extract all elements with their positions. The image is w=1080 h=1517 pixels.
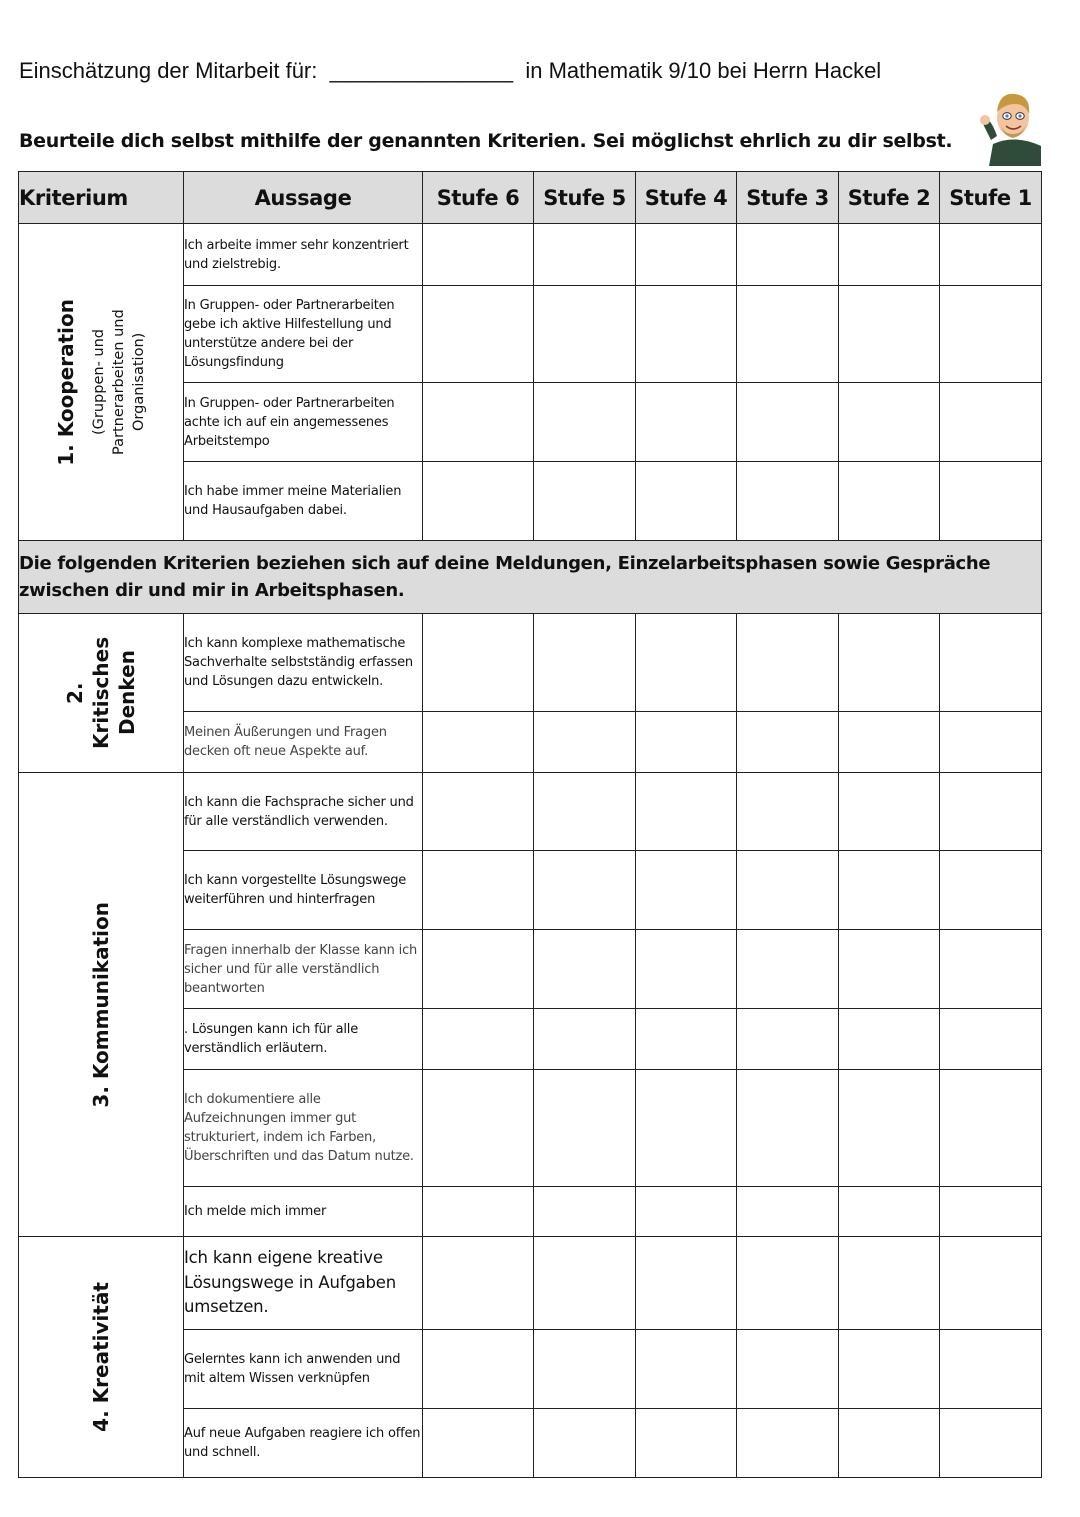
rating-cell-stufe-5[interactable]: [534, 930, 636, 1009]
rating-cell-stufe-6[interactable]: [423, 930, 534, 1009]
statement: Ich kann vorgestellte Lösungswege weiterführen und hinterfragen: [184, 851, 423, 930]
rating-cell-stufe-3[interactable]: [737, 851, 839, 930]
rating-cell-stufe-6[interactable]: [423, 1330, 534, 1409]
rating-cell-stufe-4[interactable]: [636, 1009, 737, 1070]
rating-cell-stufe-1[interactable]: [940, 462, 1042, 541]
rating-cell-stufe-3[interactable]: [737, 383, 839, 462]
rating-cell-stufe-2[interactable]: [839, 1009, 940, 1070]
statement: Ich kann komplexe mathematische Sachverhalte selbstständig erfassen und Lösungen dazu entwickeln.: [184, 614, 423, 712]
rating-cell-stufe-1[interactable]: [940, 712, 1042, 773]
criterion-subtitle: (Gruppen- und Partnerarbeiten und Organisation): [91, 309, 147, 455]
rating-cell-stufe-4[interactable]: [636, 224, 737, 286]
criterion-kreativitaet: [19, 1237, 184, 1478]
rating-cell-stufe-3[interactable]: [737, 1237, 839, 1330]
rating-cell-stufe-1[interactable]: [940, 614, 1042, 712]
rating-cell-stufe-3[interactable]: [737, 224, 839, 286]
table-row: [19, 773, 1042, 851]
statement: Ich kann die Fachsprache sicher und für alle verständlich verwenden.: [184, 773, 423, 851]
criterion-title: 1. Kooperation: [54, 298, 78, 466]
rating-cell-stufe-5[interactable]: [534, 1070, 636, 1187]
rating-cell-stufe-5[interactable]: [534, 1237, 636, 1330]
rating-cell-stufe-2[interactable]: [839, 712, 940, 773]
rating-cell-stufe-2[interactable]: [839, 1070, 940, 1187]
rating-cell-stufe-1[interactable]: [940, 773, 1042, 851]
rating-cell-stufe-3[interactable]: [737, 1409, 839, 1478]
rating-cell-stufe-1[interactable]: [940, 1330, 1042, 1409]
rating-cell-stufe-6[interactable]: [423, 224, 534, 286]
statement: Ich dokumentiere alle Aufzeichnungen immer gut strukturiert, indem ich Farben, Überschriften und das Datum nutze.: [184, 1070, 423, 1187]
rating-cell-stufe-5[interactable]: [534, 851, 636, 930]
rating-cell-stufe-2[interactable]: [839, 614, 940, 712]
table-row: [19, 614, 1042, 712]
rating-cell-stufe-5[interactable]: [534, 1330, 636, 1409]
banner-row: [19, 541, 1042, 614]
statement: Ich habe immer meine Materialien und Hausaufgaben dabei.: [184, 462, 423, 541]
header-aussage: Aussage: [184, 172, 423, 224]
rating-cell-stufe-5[interactable]: [534, 1409, 636, 1478]
rating-cell-stufe-3[interactable]: [737, 1187, 839, 1237]
rating-cell-stufe-2[interactable]: [839, 930, 940, 1009]
statement: Meinen Äußerungen und Fragen decken oft neue Aspekte auf.: [184, 712, 423, 773]
rating-cell-stufe-5[interactable]: [534, 1009, 636, 1070]
rating-cell-stufe-5[interactable]: [534, 712, 636, 773]
rating-cell-stufe-1[interactable]: [940, 383, 1042, 462]
rating-cell-stufe-1[interactable]: [940, 930, 1042, 1009]
statement: Fragen innerhalb der Klasse kann ich sicher und für alle verständlich beantworten: [184, 930, 423, 1009]
rating-cell-stufe-5[interactable]: [534, 383, 636, 462]
statement: Auf neue Aufgaben reagiere ich offen und schnell.: [184, 1409, 423, 1478]
rating-cell-stufe-3[interactable]: [737, 1330, 839, 1409]
rating-cell-stufe-3[interactable]: [737, 930, 839, 1009]
criterion-kooperation: [19, 224, 184, 541]
rating-cell-stufe-2[interactable]: [839, 1237, 940, 1330]
criterion-kommunikation: [19, 773, 184, 1237]
rating-cell-stufe-6[interactable]: [423, 851, 534, 930]
rating-cell-stufe-1[interactable]: [940, 851, 1042, 930]
rating-cell-stufe-3[interactable]: [737, 462, 839, 541]
rating-cell-stufe-6[interactable]: [423, 462, 534, 541]
rating-cell-stufe-4[interactable]: [636, 1330, 737, 1409]
criterion-kritisches-denken: [19, 614, 184, 773]
statement: . Lösungen kann ich für alle verständlich erläutern.: [184, 1009, 423, 1070]
statement: In Gruppen- oder Partnerarbeiten achte ich auf ein angemessenes Arbeitstempo: [184, 383, 423, 462]
rating-cell-stufe-4[interactable]: [636, 462, 737, 541]
header-stufe-6: Stufe 6: [423, 172, 534, 224]
rating-cell-stufe-4[interactable]: [636, 773, 737, 851]
rating-cell-stufe-4[interactable]: [636, 1409, 737, 1478]
statement: Ich melde mich immer: [184, 1187, 423, 1237]
rating-cell-stufe-4[interactable]: [636, 383, 737, 462]
table-header-row: [19, 172, 1042, 224]
rating-cell-stufe-2[interactable]: [839, 851, 940, 930]
statement: In Gruppen- oder Partnerarbeiten gebe ich aktive Hilfestellung und unterstütze andere bei der Lösungsfindung: [184, 286, 423, 383]
rating-cell-stufe-4[interactable]: [636, 286, 737, 383]
rating-cell-stufe-5[interactable]: [534, 773, 636, 851]
rating-cell-stufe-3[interactable]: [737, 1070, 839, 1187]
rating-cell-stufe-5[interactable]: [534, 614, 636, 712]
rating-cell-stufe-6[interactable]: [423, 712, 534, 773]
rating-cell-stufe-6[interactable]: [423, 286, 534, 383]
rating-cell-stufe-2[interactable]: [839, 462, 940, 541]
header-stufe-1: Stufe 1: [940, 172, 1042, 224]
rating-cell-stufe-3[interactable]: [737, 773, 839, 851]
rating-cell-stufe-5[interactable]: [534, 286, 636, 383]
rating-cell-stufe-4[interactable]: [636, 1187, 737, 1237]
rating-cell-stufe-4[interactable]: [636, 851, 737, 930]
rating-cell-stufe-1[interactable]: [940, 1070, 1042, 1187]
title-prefix: Einschätzung der Mitarbeit für:: [19, 58, 318, 83]
criterion-title: 3. Kommunikation: [89, 901, 113, 1108]
rating-cell-stufe-4[interactable]: [636, 712, 737, 773]
rating-cell-stufe-3[interactable]: [737, 712, 839, 773]
rating-cell-stufe-5[interactable]: [534, 224, 636, 286]
criterion-title: 4. Kreativität: [89, 1282, 113, 1432]
rating-cell-stufe-1[interactable]: [940, 286, 1042, 383]
rating-cell-stufe-4[interactable]: [636, 614, 737, 712]
page-title: [19, 58, 881, 84]
rating-cell-stufe-3[interactable]: [737, 614, 839, 712]
rating-cell-stufe-2[interactable]: [839, 383, 940, 462]
rating-cell-stufe-6[interactable]: [423, 1187, 534, 1237]
rating-cell-stufe-6[interactable]: [423, 1070, 534, 1187]
waving-person-avatar-icon: [975, 84, 1041, 166]
title-suffix: in Mathematik 9/10 bei Herrn Hackel: [525, 58, 882, 83]
self-assessment-table: [18, 171, 1042, 1478]
rating-cell-stufe-1[interactable]: [940, 1237, 1042, 1330]
student-name-blank: _______________: [329, 58, 514, 83]
rating-cell-stufe-5[interactable]: [534, 462, 636, 541]
rating-cell-stufe-1[interactable]: [940, 1409, 1042, 1478]
rating-cell-stufe-6[interactable]: [423, 1237, 534, 1330]
criterion-title: 2. Kritisches Denken: [63, 636, 139, 750]
instruction-text: Beurteile dich selbst mithilfe der genannten Kriterien. Sei möglichst ehrlich zu dir selbst.: [19, 130, 953, 152]
header-stufe-3: Stufe 3: [737, 172, 839, 224]
header-kriterium: Kriterium: [19, 172, 184, 224]
rating-cell-stufe-6[interactable]: [423, 383, 534, 462]
rating-cell-stufe-3[interactable]: [737, 1009, 839, 1070]
table-row: [19, 1237, 1042, 1330]
rating-cell-stufe-2[interactable]: [839, 224, 940, 286]
statement: Gelerntes kann ich anwenden und mit altem Wissen verknüpfen: [184, 1330, 423, 1409]
rating-cell-stufe-1[interactable]: [940, 1187, 1042, 1237]
statement: Ich arbeite immer sehr konzentriert und zielstrebig.: [184, 224, 423, 286]
rating-cell-stufe-5[interactable]: [534, 1187, 636, 1237]
header-stufe-5: Stufe 5: [534, 172, 636, 224]
rating-cell-stufe-4[interactable]: [636, 1237, 737, 1330]
rating-cell-stufe-6[interactable]: [423, 614, 534, 712]
rating-cell-stufe-3[interactable]: [737, 286, 839, 383]
rating-cell-stufe-2[interactable]: [839, 1187, 940, 1237]
rating-cell-stufe-4[interactable]: [636, 930, 737, 1009]
rating-cell-stufe-2[interactable]: [839, 773, 940, 851]
rating-cell-stufe-2[interactable]: [839, 1409, 940, 1478]
header-stufe-2: Stufe 2: [839, 172, 940, 224]
rating-cell-stufe-6[interactable]: [423, 1009, 534, 1070]
rating-cell-stufe-2[interactable]: [839, 1330, 940, 1409]
rating-cell-stufe-4[interactable]: [636, 1070, 737, 1187]
rating-cell-stufe-1[interactable]: [940, 1009, 1042, 1070]
section-banner: Die folgenden Kriterien beziehen sich auf deine Meldungen, Einzelarbeitsphasen sowie Gespräche zwischen dir und mir in Arbeitsphasen.: [19, 541, 1042, 614]
rating-cell-stufe-6[interactable]: [423, 1409, 534, 1478]
rating-cell-stufe-6[interactable]: [423, 773, 534, 851]
table-row: [19, 224, 1042, 286]
rating-cell-stufe-1[interactable]: [940, 224, 1042, 286]
rating-cell-stufe-2[interactable]: [839, 286, 940, 383]
header-stufe-4: Stufe 4: [636, 172, 737, 224]
statement: Ich kann eigene kreative Lösungswege in Aufgaben umsetzen.: [184, 1237, 423, 1330]
